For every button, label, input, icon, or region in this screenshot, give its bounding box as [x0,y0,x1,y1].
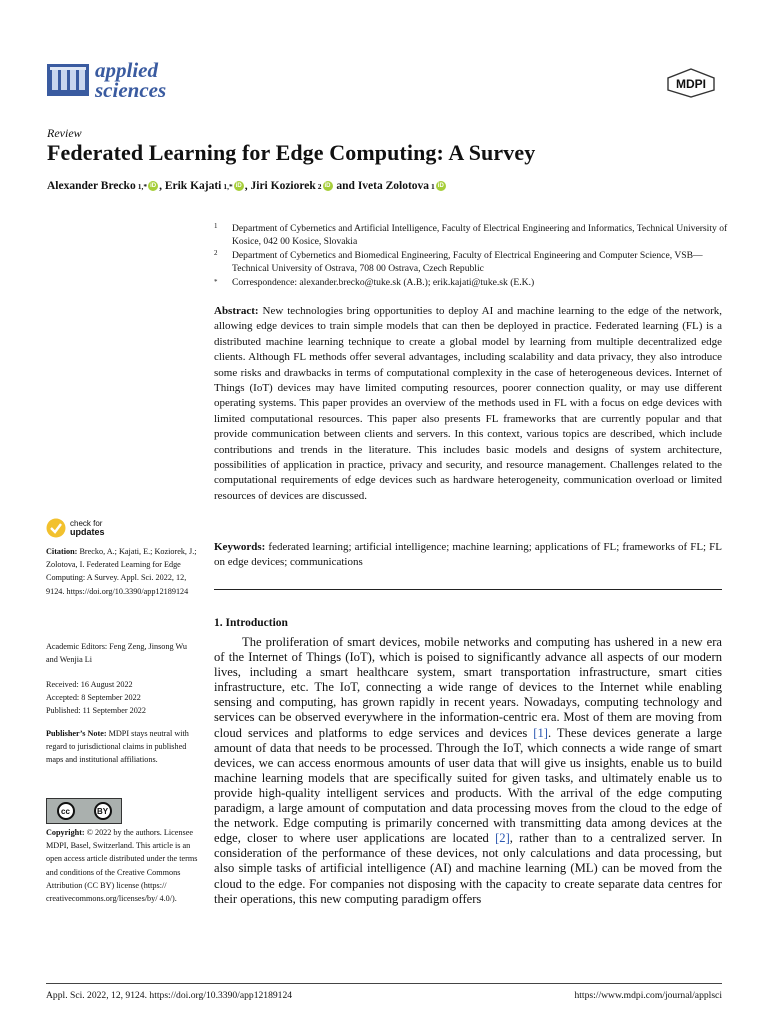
paragraph-text: . These devices generate a large amount of data that needs to be processed. Through the IoT, which connects a wide range of smart devices, we can access enormous amounts of user data that will give us insights, enable us to build machine learning models that are specifically suited for given tasks, and ultimately enable us to provide high-quality intelligent services and products. With the arrival of the edge computing paradigm, a large amount of computation and data processing moves from the cloud to the edge of the network. Edge computing is primarily concerned with transmitting data among devices at the edge, closer to where user applications are located [214,725,722,846]
article-title: Federated Learning for Edge Computing: A Survey [47,140,536,165]
author-name: Iveta Zolotova [357,180,430,192]
published-date: Published: 11 September 2022 [46,706,146,716]
orcid-icon[interactable]: iD [437,183,444,189]
received-date: Received: 16 August 2022 [46,680,133,689]
academic-editors: Academic Editors: Feng Zeng, Jinsong Wu and Wenjia Li [46,642,187,665]
publishers-note-text: MDPI stays neutral with regard to jurisdictional claims in published maps and institutional affiliations. [46,729,189,765]
abstract-label: Abstract: [214,305,259,317]
cc-icon: cc [57,802,75,820]
author-name: Jiri Koziorek [250,180,316,192]
journal-name-line2: sciences [95,78,167,102]
check-for-updates-button[interactable] [46,518,105,538]
author-separator: , [244,180,251,192]
publishers-note-label: Publisher’s Note: [46,729,107,738]
affiliation-text: Department of Cybernetics and Biomedical Engineering, Faculty of Electrical Engineering and Computer Science, VSB—Technical University of Ostrava, 708 00 Ostrava, Czech Republic [232,250,703,275]
publisher-name: MDPI [676,77,706,91]
introduction-paragraph [214,635,722,907]
citation [46,545,200,598]
affiliation-number: 1 [214,222,218,230]
section-divider [214,589,722,590]
affiliation-1 [214,222,734,249]
affiliation-2 [214,249,734,276]
copyright-label: Copyright: [46,828,85,837]
affiliation-text: Department of Cybernetics and Artificial Intelligence, Faculty of Electrical Engineering and Informatics, Technical University of Kosice, 042 00 Kosice, Slovakia [232,223,728,248]
dates [46,678,200,718]
abstract [214,304,722,504]
cc-by-license-badge[interactable] [46,798,122,824]
orcid-icon[interactable]: iD [324,183,331,189]
orcid-icon[interactable]: iD [150,183,157,189]
paragraph-text: The proliferation of smart devices, mobile networks and computing has ushered in a new era of the Internet of Things (IoT), which is poised to significantly advance all aspects of our modern lives, including a smart healthcare system, smart transportation infrastructure, smart cities infrastructure, etc. The IoT, connecting a wide range of devices to the Internet while enabling sensing and computing, has grown rapidly in recent years. Nowadays, computing technology and services can be observed everywhere in the information-centric era. Most of them are moving from cloud services and platforms to edge services and devices [214,635,722,740]
section-heading: 1. Introduction [214,617,288,629]
publishers-note [46,727,200,767]
copyright-text: © 2022 by the authors. Licensee MDPI, Basel, Switzerland. This article is an open access article distributed under the terms and conditions of the Creative Commons Attribution (CC BY) license (https:// creativecommons.org/licenses/by/ 4.0/). [46,828,198,904]
copyright [46,826,200,905]
keywords [214,540,722,571]
journal-logo [47,60,166,100]
check-updates-icon [46,518,66,538]
orcid-icon[interactable]: iD [235,183,242,189]
check-updates-line2: updates [70,527,105,537]
reference-link[interactable]: [1] [533,725,548,740]
author-affiliation-sup: 1,* [137,181,148,191]
author-name: Alexander Brecko [47,180,136,192]
journal-logo-icon [47,60,89,100]
footer-citation: Appl. Sci. 2022, 12, 9124. https://doi.org/10.3390/app12189124 [46,990,293,1001]
author-separator: and [333,180,358,192]
mdpi-hexagon-icon [666,68,716,98]
correspondence-text: Correspondence: alexander.brecko@tuke.sk (A.B.); erik.kajati@tuke.sk (E.K.) [232,277,535,288]
author-affiliation-sup: 1,* [223,181,233,191]
footer-journal-link[interactable]: https://www.mdpi.com/journal/applsci [574,990,722,1001]
footer-divider [46,983,722,984]
publisher-logo [666,68,716,103]
affiliation-number: 2 [214,249,218,257]
citation-text: Brecko, A.; Kajati, E.; Koziorek, J.; Zolotova, I. Federated Learning for Edge Computing: A Survey. Appl. Sci. 2022, 12, 9124. https://doi.org/10.3390/app12189124 [46,547,197,596]
journal-name-line1: applied [95,58,158,82]
affiliation-number: * [214,278,218,286]
author-affiliation-sup: 2 [317,181,322,191]
keywords-text: federated learning; artificial intelligence; machine learning; applications of FL; frameworks of FL; FL on edge devices; communications [214,541,723,569]
paragraph-text: , rather than to a centralized server. In consideration of the performance of these devices, not only calculations and data processing, but also simple tasks of artificial intelligence (AI) and machine learning (ML) can be moved from the cloud to the edge. For companies not disposing with the capacity to create separate data centres for their operations, this new computing paradigm offers [214,831,722,906]
accepted-date: Accepted: 8 September 2022 [46,693,141,703]
correspondence [214,276,734,289]
by-person-icon: BY [94,802,112,820]
author-list [47,180,447,192]
author-affiliation-sup: 1 [431,181,435,191]
article-type: Review [47,126,82,140]
citation-label: Citation: [46,547,78,556]
abstract-text: New technologies bring opportunities to deploy AI and machine learning to the edge of the network, allowing edge devices to train simple models that can then be deployed in practice. Federated learning (FL) is a distributed machine learning technique to create a global model by learning from multiple decentralized edge clients. Although FL methods offer several advantages, including scalability and data privacy, they also introduce some risks and drawbacks in terms of computational complexity in the case of heterogeneous devices. Internet of Things (IoT) devices may have limited computing resources, poorer connection quality, or may use different operating systems. This paper provides an overview of the methods used in FL with a focus on edge devices with limited computational resources. This paper also presents FL frameworks that are currently popular and that provide communication between clients and servers. In this context, various topics are described, which include contributions and trends in the literature. This includes basic models and designs of system architecture, possibilities of application in practice, privacy and security, and resource management. Challenges related to the computational requirements of edge devices such as hardware heterogeneity, communication overload or limited resources of devices are discussed. [214,305,723,502]
reference-link[interactable]: [2] [495,831,510,846]
author-separator: , [159,180,165,192]
check-updates-line1: check for [70,518,103,528]
author-name: Erik Kajati [164,180,222,192]
keywords-label: Keywords: [214,541,266,553]
